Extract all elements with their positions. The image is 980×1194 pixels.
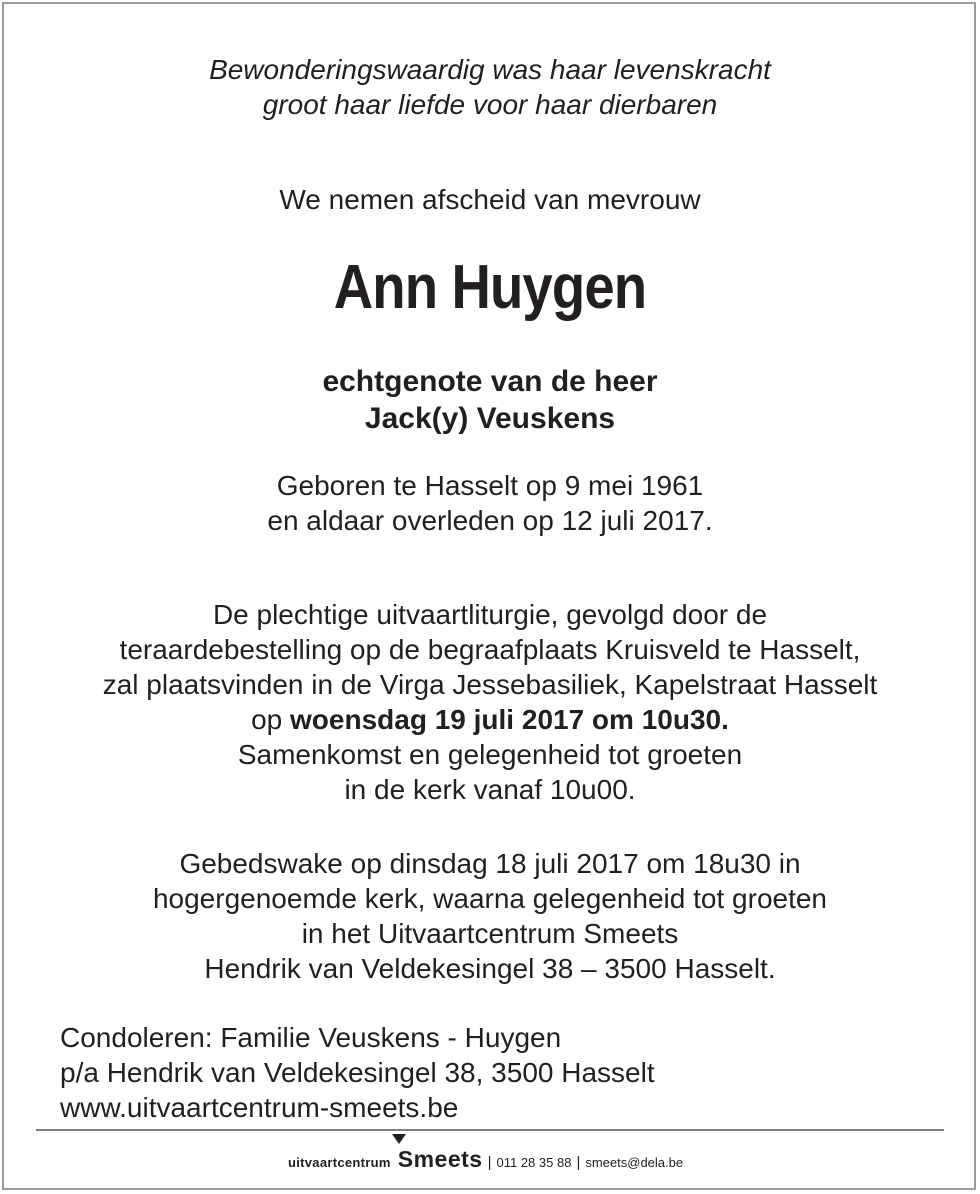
spouse-block [0, 363, 980, 437]
condolence-address: p/a Hendrik van Veldekesingel 38, 3500 Hasselt [60, 1057, 655, 1088]
funeral-date-prefix: op [251, 704, 291, 735]
birth-line: Geboren te Hasselt op 9 mei 1961 [276, 470, 704, 501]
spouse-line-2: Jack(y) Veuskens [364, 402, 616, 435]
footer-divider [36, 1129, 944, 1131]
funeral-date: woensdag 19 juli 2017 om 10u30. [290, 704, 729, 735]
wake-details [0, 846, 980, 986]
footer-email: smeets@dela.be [585, 1155, 684, 1170]
wake-line-3: in het Uitvaartcentrum Smeets [301, 918, 679, 949]
condolence-line-1: Condoleren: Familie Veuskens - Huygen [60, 1022, 562, 1053]
life-dates [0, 468, 980, 538]
intro-text: We nemen afscheid van mevrouw [279, 184, 701, 215]
motto-line-1: Bewonderingswaardig was haar levenskracht [209, 54, 771, 85]
brand-name: Smeets [397, 1146, 483, 1172]
footer-brand [288, 1146, 683, 1173]
spouse-line-1: echtgenote van de heer [322, 365, 658, 398]
separator: | [487, 1154, 492, 1171]
funeral-line-2: teraardebestelling op de begraafplaats Kruisveld te Hasselt, [119, 634, 861, 665]
deceased-name: Ann Huygen [333, 253, 647, 322]
triangle-marker-icon [392, 1134, 406, 1144]
motto-line-2: groot haar liefde voor haar dierbaren [262, 89, 718, 120]
separator: | [576, 1154, 581, 1171]
funeral-line-1: De plechtige uitvaartliturgie, gevolgd door de [212, 599, 768, 630]
footer-phone: 011 28 35 88 [496, 1155, 572, 1170]
wake-line-1: Gebedswake op dinsdag 18 juli 2017 om 18u30 in [179, 848, 801, 879]
funeral-line-3: zal plaatsvinden in de Virga Jessebasiliek, Kapelstraat Hasselt [102, 669, 878, 700]
page-border [2, 2, 976, 1190]
condolence-website: www.uitvaartcentrum-smeets.be [60, 1092, 459, 1123]
funeral-line-6: in de kerk vanaf 10u00. [344, 774, 636, 805]
funeral-details [0, 597, 980, 807]
motto [0, 52, 980, 122]
funeral-line-5: Samenkomst en gelegenheid tot groeten [237, 739, 743, 770]
brand-prefix: uitvaartcentrum [288, 1155, 391, 1170]
condolence-block [60, 1020, 655, 1125]
wake-line-2: hogergenoemde kerk, waarna gelegenheid tot groeten [152, 883, 828, 914]
wake-line-4: Hendrik van Veldekesingel 38 – 3500 Hasselt. [204, 953, 776, 984]
death-line: en aldaar overleden op 12 juli 2017. [267, 505, 713, 536]
funeral-line-4 [0, 702, 980, 737]
